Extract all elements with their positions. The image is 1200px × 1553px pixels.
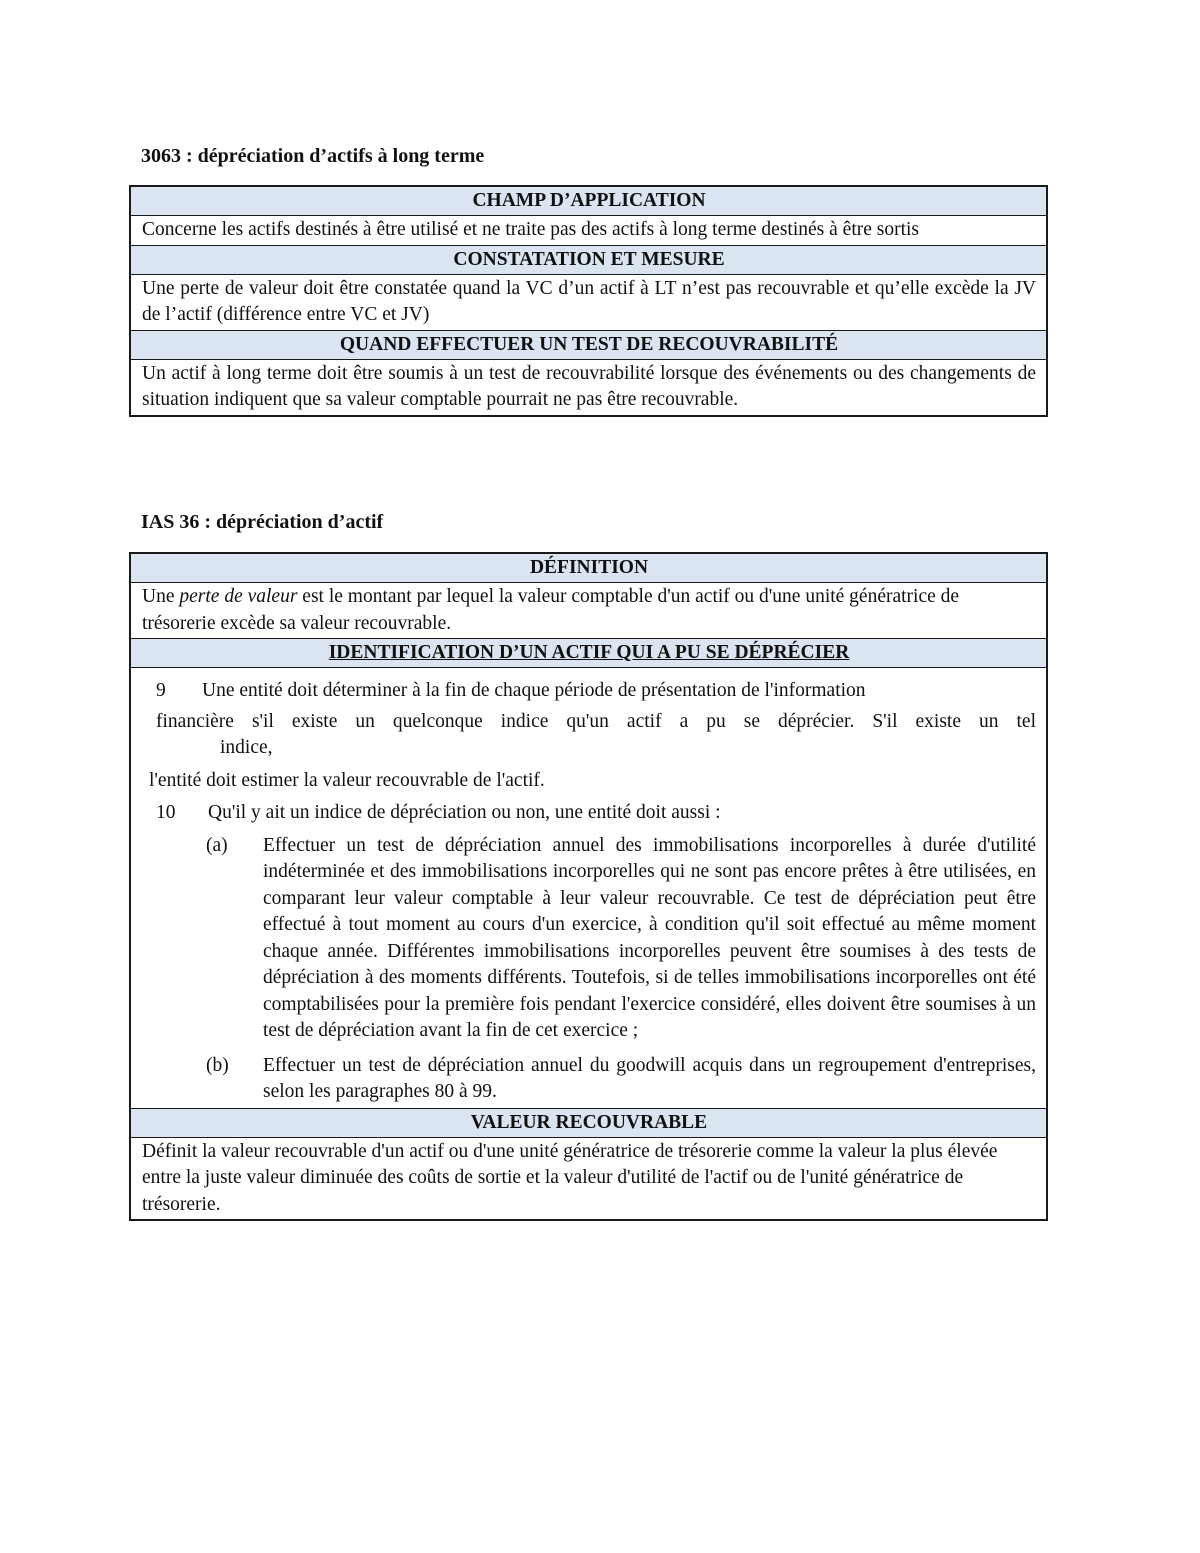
list-item-a — [206, 833, 1036, 1045]
quand-text: Un actif à long terme doit être soumis à un test de recouvrabilité lorsque des événements ou des changements de situation indiquent que sa valeur comptable pourrait ne pas être recouvrable. — [130, 359, 1047, 416]
valeur-header: VALEUR RECOUVRABLE — [130, 1108, 1047, 1137]
identification-body — [130, 668, 1047, 1109]
table-ias36 — [129, 552, 1048, 1221]
para10-number: 10 — [156, 802, 176, 823]
definition-term: perte de valeur — [179, 586, 298, 607]
item-b-text: Effectuer un test de dépréciation annuel du goodwill acquis dans un regroupement d'entreprises, selon les paragraphes 80 à 99. — [263, 1054, 1036, 1102]
para9-line4: l'entité doit estimer la valeur recouvrable de l'actif. — [149, 769, 545, 791]
item-a-label: (a) — [206, 834, 228, 856]
table-3063 — [129, 185, 1048, 417]
para9-line3: indice, — [220, 737, 273, 758]
paragraph-9 — [142, 668, 1036, 709]
para9-line2: financière s'il existe un quelconque indice qu'un actif a pu se déprécier. S'il existe un tel — [156, 710, 1036, 732]
definition-cell — [130, 583, 1047, 639]
valeur-text: Définit la valeur recouvrable d'un actif ou d'une unité génératrice de trésorerie comme la valeur la plus élevée entre la juste valeur diminuée des coûts de sortie et la valeur d'utilité de l'actif ou de l'unité génératrice de trésorerie. — [130, 1137, 1047, 1220]
section-title-ias36: IAS 36 : dépréciation d’actif — [141, 511, 384, 533]
constatation-text: Une perte de valeur doit être constatée quand la VC d’un actif à LT n’est pas recouvrable et qu’elle excède la JV de l’actif (différence entre VC et JV) — [130, 274, 1047, 330]
item-list — [206, 833, 1036, 1106]
identification-header — [130, 639, 1047, 668]
champ-text: Concerne les actifs destinés à être utilisé et ne traite pas des actifs à long terme destinés à être sortis — [130, 216, 1047, 246]
quand-header: QUAND EFFECTUER UN TEST DE RECOUVRABILITÉ — [130, 330, 1047, 359]
identification-header-text: IDENTIFICATION D’UN ACTIF QUI A PU SE DÉPRÉCIER — [328, 642, 850, 663]
item-a-text: Effectuer un test de dépréciation annuel des immobilisations incorporelles à durée d'utilité indéterminée et des immobilisations incorporelles qui ne sont pas encore prêtes à être utilisées, en comparant leur valeur comptable à leur valeur recouvrable. Ce test de dépréciation peut être effectué à tout moment au cours d'un exercice, à condition qu'il soit effectué au même moment chaque année. Différentes immobilisations incorporelles peuvent être soumises à des tests de dépréciation à des moments différents. Toutefois, si de telles immobilisations incorporelles ont été comptabilisées pour la première fois pendant l'exercice considéré, elles doivent être soumises à un test de dépréciation avant la fin de cet exercice ; — [263, 834, 1036, 1041]
constatation-header: CONSTATATION ET MESURE — [130, 245, 1047, 274]
list-item-b — [206, 1053, 1036, 1106]
champ-header: CHAMP D’APPLICATION — [130, 186, 1047, 216]
definition-prefix: Une — [142, 586, 180, 607]
section-title-3063: 3063 : dépréciation d’actifs à long terme — [141, 145, 485, 167]
para9-number: 9 — [156, 680, 166, 701]
paragraph-10 — [142, 800, 1036, 827]
definition-header: DÉFINITION — [130, 553, 1047, 583]
definition-text: est le montant par lequel la valeur comptable d'un actif ou d'une unité génératrice de trésorerie excède sa valeur recouvrable. — [142, 586, 960, 634]
para10-text: Qu'il y ait un indice de dépréciation ou non, une entité doit aussi : — [208, 802, 721, 823]
item-b-label: (b) — [206, 1054, 229, 1076]
para9-line1: Une entité doit déterminer à la fin de chaque période de présentation de l'information — [202, 680, 866, 701]
